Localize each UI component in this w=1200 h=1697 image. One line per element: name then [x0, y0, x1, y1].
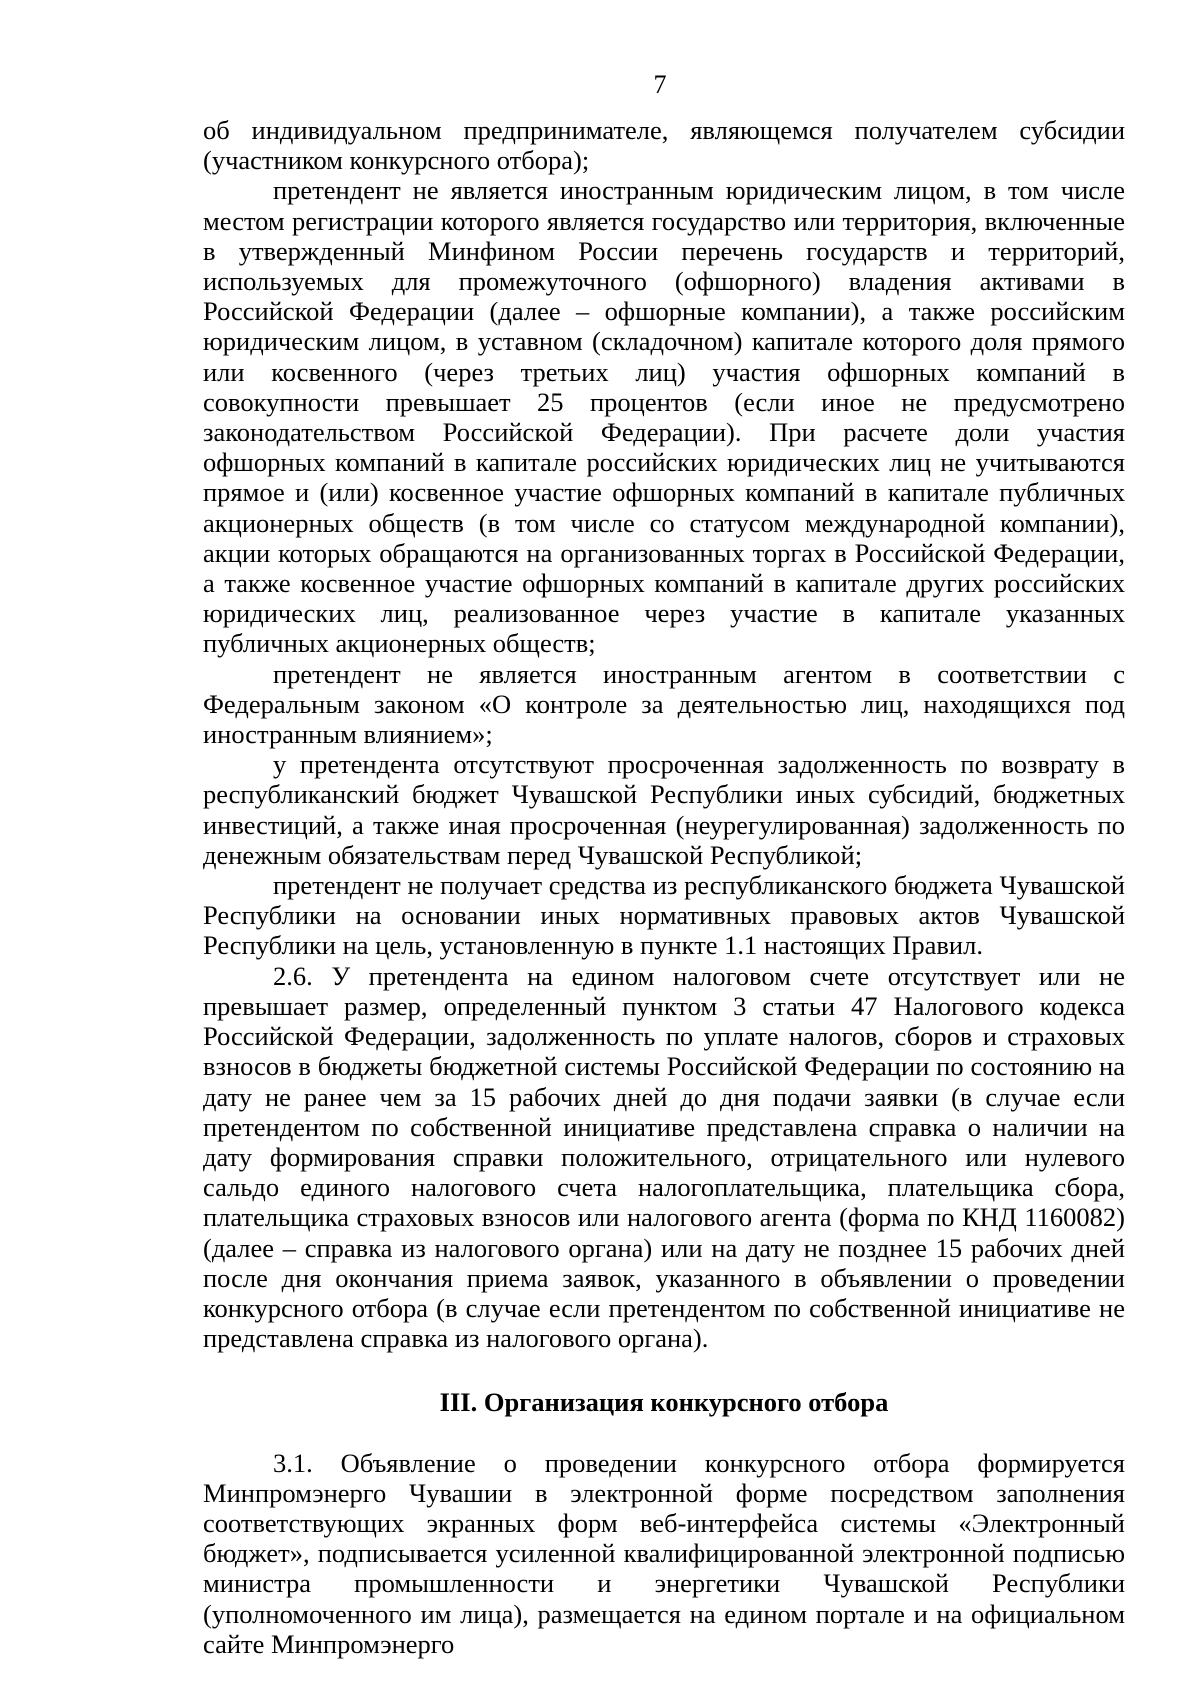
paragraph-no-other-funds: претендент не получает средства из республиканского бюджета Чувашской Республики на основании иных нормативных правовых актов Чувашской Республики на цель, установленную в пункте 1.1 настоящих Правил.: [203, 870, 1125, 961]
section-heading: III. Организация конкурсного отбора: [439, 1387, 889, 1418]
document-body: [203, 115, 1125, 1659]
page-number: 7: [653, 70, 667, 99]
paragraph-continuation: об индивидуальном предпринимателе, являющемся получателем субсидии (участником конкурсного отбора);: [203, 115, 1125, 176]
paragraph-offshore-requirement: претендент не является иностранным юридическим лицом, в том числе местом регистрации которого является государство или территория, включенные в утвержденный Минфином России перечень государств и территорий, используемых для промежуточного (офшорного) владения активами в Российской Федерации (далее – офшорные компании), а также российским юридическим лицом, в уставном (складочном) капитале которого доля прямого или косвенного (через третьих лиц) участия офшорных компаний в совокупности превышает 25 процентов (если иное не предусмотрено законодательством Российской Федерации). При расчете доли участия офшорных компаний в капитале российских юридических лиц не учитываются прямое и (или) косвенное участие офшорных компаний в капитале публичных акционерных обществ (в том числе со статусом международной компании), акции которых обращаются на организованных торгах в Российской Федерации, а также косвенное участие офшорных компаний в капитале других российских юридических лиц, реализованное через участие в капитале указанных публичных акционерных обществ;: [203, 175, 1125, 659]
paragraph-3-1-announcement: 3.1. Объявление о проведении конкурсного отбора формируется Минпромэнерго Чувашии в электронной форме посредством заполнения соответствующих экранных форм веб-интерфейса системы «Электронный бюджет», подписывается усиленной квалифицированной электронной подписью министра промышленности и энергетики Чувашской Республики (уполномоченного им лица), размещается на едином портале и на официальном сайте Минпромэнерго: [203, 1447, 1125, 1659]
paragraph-overdue-debt: у претендента отсутствуют просроченная задолженность по возврату в республиканский бюджет Чувашской Республики иных субсидий, бюджетных инвестиций, а также иная просроченная (неурегулированная) задолженность по денежным обязательствам перед Чувашской Республикой;: [203, 749, 1125, 870]
paragraph-2-6-tax-account: 2.6. У претендента на едином налоговом счете отсутствует или не превышает размер, определенный пунктом 3 статьи 47 Налогового кодекса Российской Федерации, задолженность по уплате налогов, сборов и страховых взносов в бюджеты бюджетной системы Российской Федерации по состоянию на дату не ранее чем за 15 рабочих дней до дня подачи заявки (в случае если претендентом по собственной инициативе представлена справка о наличии на дату формирования справки положительного, отрицательного или нулевого сальдо единого налогового счета налогоплательщика, плательщика сбора, плательщика страховых взносов или налогового агента (форма по КНД 1160082) (далее – справка из налогового органа) или на дату не позднее 15 рабочих дней после дня окончания приема заявок, указанного в объявлении о проведении конкурсного отбора (в случае если претендентом по собственной инициативе не представлена справка из налогового органа).: [203, 960, 1125, 1354]
paragraph-foreign-agent: претендент не является иностранным агентом в соответствии с Федеральным законом «О контроле за деятельностью лиц, находящихся под иностранным влиянием»;: [203, 658, 1125, 750]
